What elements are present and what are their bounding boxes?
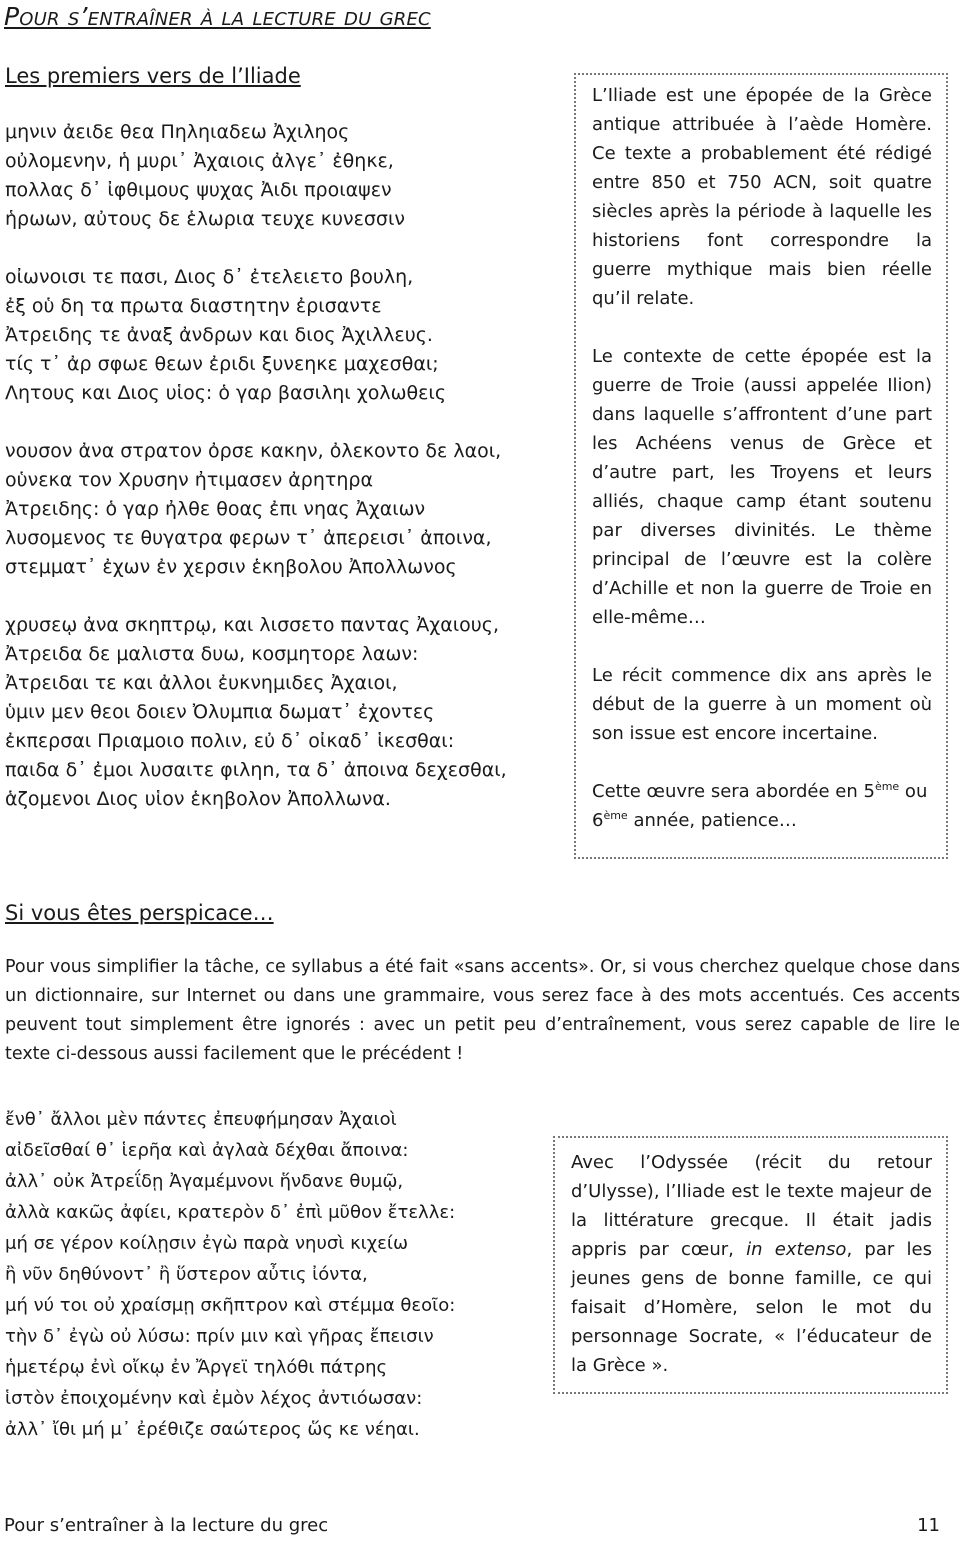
verse-line: μή νύ τοι οὐ χραίσμῃ σκῆπτρον καὶ στέμμα θεοῖο: [5, 1295, 456, 1316]
verse-line: Λητους και Διος υἱος: ὁ γαρ βασιληι χολωθεις [5, 382, 446, 404]
verse-line: ἱστὸν ἐποιχομένην καὶ ἐμὸν λέχος ἀντιόωσαν: [5, 1388, 423, 1409]
verse-line: οὐλομενην, ἡ μυρι᾽ Ἀχαιοις ἀλγε᾽ ἐθηκε, [5, 150, 394, 172]
verse-line: λυσομενος τε θυγατρα φερων τ᾽ ἀπερεισι᾽ ἀποινα, [5, 527, 492, 549]
verse-line: χρυσεῳ ἀνα σκηπτρῳ, και λισσετο παντας Ἀχαιους, [5, 614, 499, 636]
verse-line: οἰωνοισι τε πασι, Διος δ᾽ ἐτελειετο βουλη, [5, 266, 414, 288]
verse-line: στεμματ᾽ ἐχων ἐν χερσιν ἑκηβολου Ἀπολλωνος [5, 556, 457, 578]
verse-line: Ἀτρειδα δε μαλιστα δυω, κοσμητορε λαων: [5, 643, 419, 665]
page-number: 11 [917, 1515, 940, 1536]
verse-line: ἁζομενοι Διος υἱον ἑκηβολον Ἀπολλωνα. [5, 788, 391, 810]
verse-line: τὴν δ᾽ ἐγὼ οὐ λύσω: πρίν μιν καὶ γῆρας ἔπεισιν [5, 1326, 434, 1347]
page-title: Pour s’entraîner à la lecture du grec [4, 2, 431, 31]
verse-line: ὑμιν μεν θεοι δοιεν Ὀλυμπια δωματ᾽ ἐχοντες [5, 701, 435, 723]
section-heading-iliade: Les premiers vers de l’Iliade [5, 64, 301, 88]
verse-line: ἢ νῦν δηθύνοντ᾽ ἢ ὕστερον αὖτις ἰόντα, [5, 1264, 368, 1285]
verse-line: παιδα δ᾽ ἐμοι λυσαιτε φιληn, τα δ᾽ ἀποινα δεχεσθαι, [5, 759, 507, 781]
verse-line: Ἀτρειδης τε ἀναξ ἀνδρων και διος Ἀχιλλευς. [5, 324, 433, 346]
verse-line: ἔνθ᾽ ἄλλοι μὲν πάντες ἐπευφήμησαν Ἀχαιοὶ [5, 1109, 397, 1130]
iliad-accented-text [5, 1104, 455, 1445]
verse-line: ἀλλ᾽ ἴθι μή μ᾽ ἐρέθιζε σαώτερος ὥς κε νέηαι. [5, 1419, 420, 1440]
iliad-unaccented-text [5, 118, 507, 814]
verse-line: ἀλλ᾽ οὐκ Ἀτρεΐδῃ Ἀγαμέμνονι ἥνδανε θυμῷ, [5, 1171, 404, 1192]
verse-line: πολλας δ᾽ ἰφθιμους ψυχας Ἀιδι προιαψεν [5, 179, 392, 201]
verse-line: Ἀτρειδαι τε και ἀλλοι ἐυκνημιδες Ἀχαιοι, [5, 672, 398, 694]
info-paragraph: L’Iliade est une épopée de la Grèce antique attribuée à l’aède Homère. Ce texte a probablement été rédigé entre 850 et 750 ACN, soit quatre siècles après la période à laquelle les historiens font correspondre la guerre mythique mais bien réelle qu’il relate. [592, 85, 932, 309]
verse-line: νουσον ἀνα στρατον ὀρσε κακην, ὀλεκοντο δε λαοι, [5, 440, 502, 462]
info-paragraph: Cette œuvre sera abordée en 5ème ou 6ème année, patience… [592, 780, 928, 831]
verse-line: ἡμετέρῳ ἐνὶ οἴκῳ ἐν Ἄργεϊ τηλόθι πάτρης [5, 1357, 388, 1378]
verse-line: ἡρωων, αὐτους δε ἑλωρια τευχε κυνεσσιν [5, 208, 405, 230]
verse-line: Ἀτρειδης: ὁ γαρ ἠλθε θοας ἐπι νηας Ἀχαιων [5, 498, 426, 520]
odyssee-info-box [553, 1136, 948, 1394]
section-heading-perspicace: Si vous êtes perspicace… [5, 901, 274, 925]
verse-line: μή σε γέρον κοίλῃσιν ἐγὼ παρὰ νηυσὶ κιχείω [5, 1233, 409, 1254]
footer-title: Pour s’entraîner à la lecture du grec [4, 1515, 329, 1536]
verse-line: μηνιν ἀειδε θεα Πηληιαδεω Ἀχιληος [5, 121, 350, 143]
iliade-info-box [574, 73, 948, 859]
info-paragraph: Le contexte de cette épopée est la guerre de Troie (aussi appelée Ilion) dans laquelle s’affrontent d’une part les Achéens venus de Grèce et d’autre part, les Troyens et leurs alliés, chaque camp étant soutenu par diverses divinités. Le thème principal de l’œuvre est la colère d’Achille et non la guerre de Troie en elle-même… [592, 346, 932, 628]
info-paragraph: Le récit commence dix ans après le début de la guerre à un moment où son issue est encore incertaine. [592, 665, 932, 744]
verse-line: ἐξ οὑ δη τα πρωτα διαστητην ἐρισαντε [5, 295, 382, 317]
verse-line: ἐκπερσαι Πριαμοιο πολιν, εὐ δ᾽ οἰκαδ᾽ ἱκεσθαι: [5, 730, 455, 752]
info-paragraph: Avec l’Odyssée (récit du retour d’Ulysse), l’Iliade est le texte majeur de la littérature grecque. Il était jadis appris par cœur, in extenso, par les jeunes gens de bonne famille, ce qui faisait d’Homère, selon le mot du personnage Socrate, « l’éducateur de la Grèce ». [571, 1152, 932, 1376]
verse-line: τίς τ᾽ ἀρ σφωε θεων ἐριδι ξυνεηκε μαχεσθαι; [5, 353, 439, 375]
verse-line: αἰδεῖσθαί θ᾽ ἱερῆα καὶ ἀγλαὰ δέχθαι ἄποινα: [5, 1140, 409, 1161]
verse-line: ἀλλὰ κακῶς ἀφίει, κρατερὸν δ᾽ ἐπὶ μῦθον ἔτελλε: [5, 1202, 456, 1223]
verse-line: οὑνεκα τον Χρυσην ἠτιμασεν ἀρητηρα [5, 469, 373, 491]
intro-paragraph: Pour vous simplifier la tâche, ce syllabus a été fait «sans accents». Or, si vous cherchez quelque chose dans un dictionnaire, sur Internet ou dans une grammaire, vous serez face à des mots accentués. Ces accents peuvent tout simplement être ignorés : avec un petit peu d’entraînement, vous serez capable de lire le texte ci-dessous aussi facilement que le précédent ! [5, 957, 960, 1064]
